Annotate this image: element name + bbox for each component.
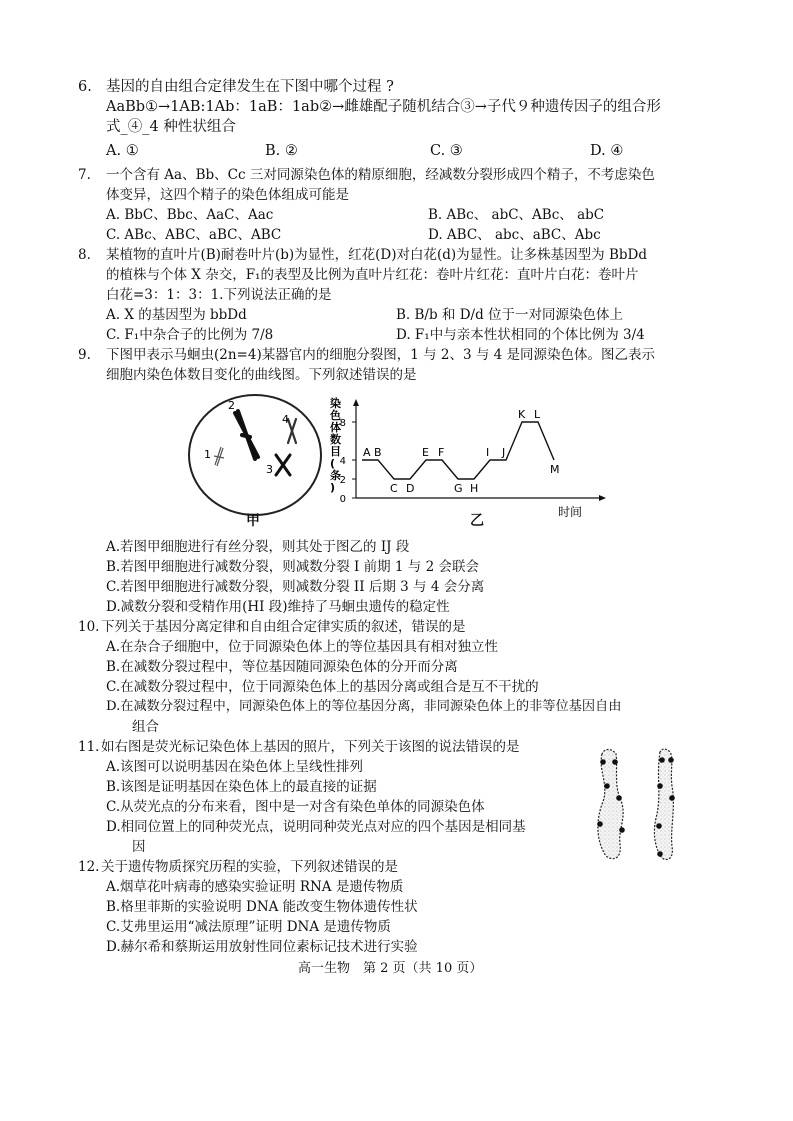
chrom-label-3: 3: [266, 463, 273, 476]
q11-number: 11.: [78, 739, 100, 755]
q7-option-a: A. BbC、Bbc、AaC、Aac: [106, 207, 274, 223]
q6-option-c: C. ③: [430, 143, 463, 159]
point-label-c: C: [390, 482, 398, 495]
q10-stem: 下列关于基因分离定律和自由组合定律实质的叙述，错误的是: [101, 619, 466, 635]
x-axis-arrow: [599, 495, 606, 501]
point-label-e: E: [422, 446, 429, 459]
q8-stem-line3: 白花=3：1：3：1.下列说法正确的是: [106, 287, 332, 303]
q11-option-c: C.从荧光点的分布来看，图中是一对含有染色单体的同源染色体: [106, 799, 485, 815]
q10-option-d-cont: 组合: [132, 719, 159, 735]
fluorescent-dot: [659, 757, 665, 763]
figure-chart-yi: [322, 395, 612, 525]
q7-stem-line1: 一个含有 Aa、Bb、Cc 三对同源染色体的精原细胞，经减数分裂形成四个精子，不考虑染色: [106, 167, 655, 183]
figure-jia-label: 甲: [246, 513, 260, 529]
q10-option-c: C.在减数分裂过程中，位于同源染色体上的基因分离或组合是互不干扰的: [106, 679, 539, 695]
point-label-m: M: [550, 463, 560, 476]
q8-number: 8.: [78, 247, 91, 263]
q6-number: 6.: [78, 79, 92, 95]
q8-stem-line1: 某植物的直叶片(B)耐卷叶片(b)为显性，红花(D)对白花(d)为显性。让多株基因型为 BbDd: [106, 247, 647, 263]
q8-stem-line2: 的植株与个体 X 杂交，F₁的表型及比例为直叶片红花：卷叶片红花：直叶片白花：卷叶片: [106, 267, 639, 283]
fluorescent-dot: [619, 827, 625, 833]
q11-option-a: A.该图可以说明基因在染色体上呈线性排列: [106, 759, 364, 775]
q7-stem-line2: 体变异，这四个精子的染色体组成可能是: [106, 187, 349, 203]
chromosome-left: [597, 750, 625, 859]
chromosome-count-line: [362, 422, 554, 479]
fluorescent-dot: [657, 851, 663, 857]
q6-line3: 式_④_4 种性状组合: [106, 119, 236, 135]
q12-option-c: C.艾弗里运用“减法原理”证明 DNA 是遗传物质: [106, 919, 391, 935]
q11-option-d: D.相同位置上的同种荧光点，说明同种荧光点对应的四个基因是相同基: [106, 819, 526, 835]
point-label-j: J: [502, 446, 506, 459]
chrom-label-1: 1: [204, 448, 211, 461]
q10-option-d: D.在减数分裂过程中，同源染色体上的等位基因分离，非同源染色体上的非等位基因自由: [106, 699, 622, 714]
q6-option-d: D. ④: [590, 143, 624, 159]
q8-option-c: C. F₁中杂合子的比例为 7/8: [106, 327, 274, 343]
x-axis-title: 时间: [558, 505, 583, 519]
q8-option-d: D. F₁中与亲本性状相同的个体比例为 3/4: [396, 327, 645, 343]
q12-stem: 关于遗传物质探究历程的实验，下列叙述错误的是: [101, 859, 398, 875]
page-footer: 高一生物 第 2 页（共 10 页）: [298, 961, 483, 976]
y-tick-label: 8: [339, 418, 346, 429]
point-label-l: L: [534, 408, 541, 421]
q7-option-c: C. ABc、ABC、aBC、ABC: [106, 227, 282, 243]
fluorescent-dot: [657, 783, 663, 789]
q9-stem-line1: 下图甲表示马蛔虫(2n=4)某器官内的细胞分裂图，1 与 2、3 与 4 是同源染色体。图乙表示: [106, 347, 656, 363]
q12-option-d: D.赫尔希和蔡斯运用放射性同位素标记技术进行实验: [106, 939, 418, 955]
q12-option-b: B.格里菲斯的实验说明 DNA 能改变生物体遗传性状: [106, 899, 418, 915]
point-label-g: G: [454, 482, 463, 495]
q10-number: 10.: [78, 619, 100, 635]
q11-option-d-cont: 因: [132, 839, 146, 855]
q6-line2: AaBb①→1AB:1Ab：1aB：1ab②→雌雄配子随机结合③→子代９种遗传因子的组合形: [106, 99, 661, 115]
chrom-label-2: 2: [228, 399, 235, 412]
q9-option-b: B.若图甲细胞进行减数分裂，则减数分裂 I 前期 1 与 2 会联会: [106, 559, 479, 575]
svg-text:染色体数目(条): 染色体数目(条): [330, 397, 341, 494]
point-label-a: A: [363, 446, 371, 459]
q7-option-d: D. ABC、 abc、aBC、Abc: [428, 227, 601, 243]
q7-number: 7.: [78, 167, 91, 183]
q6-option-a: A. ①: [106, 143, 139, 159]
point-label-k: K: [518, 408, 526, 421]
fluorescent-dot: [656, 823, 662, 829]
q10-option-b: B.在减数分裂过程中，等位基因随同源染色体的分开而分离: [106, 659, 458, 675]
q8-option-b: B. B/b 和 D/d 位于一对同源染色体上: [396, 307, 624, 323]
chromosome-3: [276, 455, 290, 475]
q7-option-b: B. ABc、 abC、ABc、 abC: [428, 207, 605, 223]
q12-number: 12.: [78, 859, 100, 875]
point-label-d: D: [406, 482, 415, 495]
chromosome-2: [235, 411, 258, 459]
fluorescent-dot: [612, 759, 618, 765]
point-label-b: B: [374, 446, 382, 459]
q10-option-a: A.在杂合子细胞中，位于同源染色体上的等位基因具有相对独立性: [106, 639, 499, 655]
q6-option-b: B. ②: [265, 143, 298, 159]
q9-number: 9.: [78, 347, 91, 363]
point-label-f: F: [438, 446, 445, 459]
q9-option-a: A.若图甲细胞进行有丝分裂，则其处于图乙的 IJ 段: [106, 539, 410, 555]
chromosome-1: [214, 447, 224, 466]
fluorescent-chromosome-photo: [588, 746, 698, 866]
y-tick-label: 0: [339, 494, 346, 505]
chromosome-4: [288, 419, 296, 443]
y-axis-arrow: [353, 399, 359, 406]
figure-yi-label: 乙: [470, 513, 484, 529]
q8-option-a: A. X 的基因型为 bbDd: [106, 307, 247, 323]
q9-stem-line2: 细胞内染色体数目变化的曲线图。下列叙述错误的是: [106, 367, 417, 383]
y-tick-label: 4: [339, 456, 346, 467]
q9-option-d: D.减数分裂和受精作用(HI 段)维持了马蛔虫遗传的稳定性: [106, 599, 450, 615]
point-label-i: I: [486, 446, 490, 459]
q11-option-b: B.该图是证明基因在染色体上的最直接的证据: [106, 779, 377, 795]
chromosome-right: [654, 749, 674, 860]
q6-stem: 基因的自由组合定律发生在下图中哪个过程 ?: [106, 79, 394, 95]
q12-option-a: A.烟草花叶病毒的感染实验证明 RNA 是遗传物质: [106, 879, 404, 895]
q9-option-c: C.若图甲细胞进行减数分裂，则减数分裂 II 后期 3 与 4 会分离: [106, 579, 485, 595]
chrom-label-4: 4: [282, 413, 289, 426]
fluorescent-dot: [600, 759, 606, 765]
fluorescent-dot: [669, 795, 675, 801]
y-tick-label: 2: [339, 475, 346, 486]
fluorescent-dot: [616, 795, 622, 801]
point-label-h: H: [470, 482, 479, 495]
q11-stem: 如右图是荧光标记染色体上基因的照片，下列关于该图的说法错误的是: [101, 739, 520, 755]
fluorescent-dot: [604, 783, 610, 789]
fluorescent-dot: [668, 757, 674, 763]
fluorescent-dot: [597, 821, 603, 827]
